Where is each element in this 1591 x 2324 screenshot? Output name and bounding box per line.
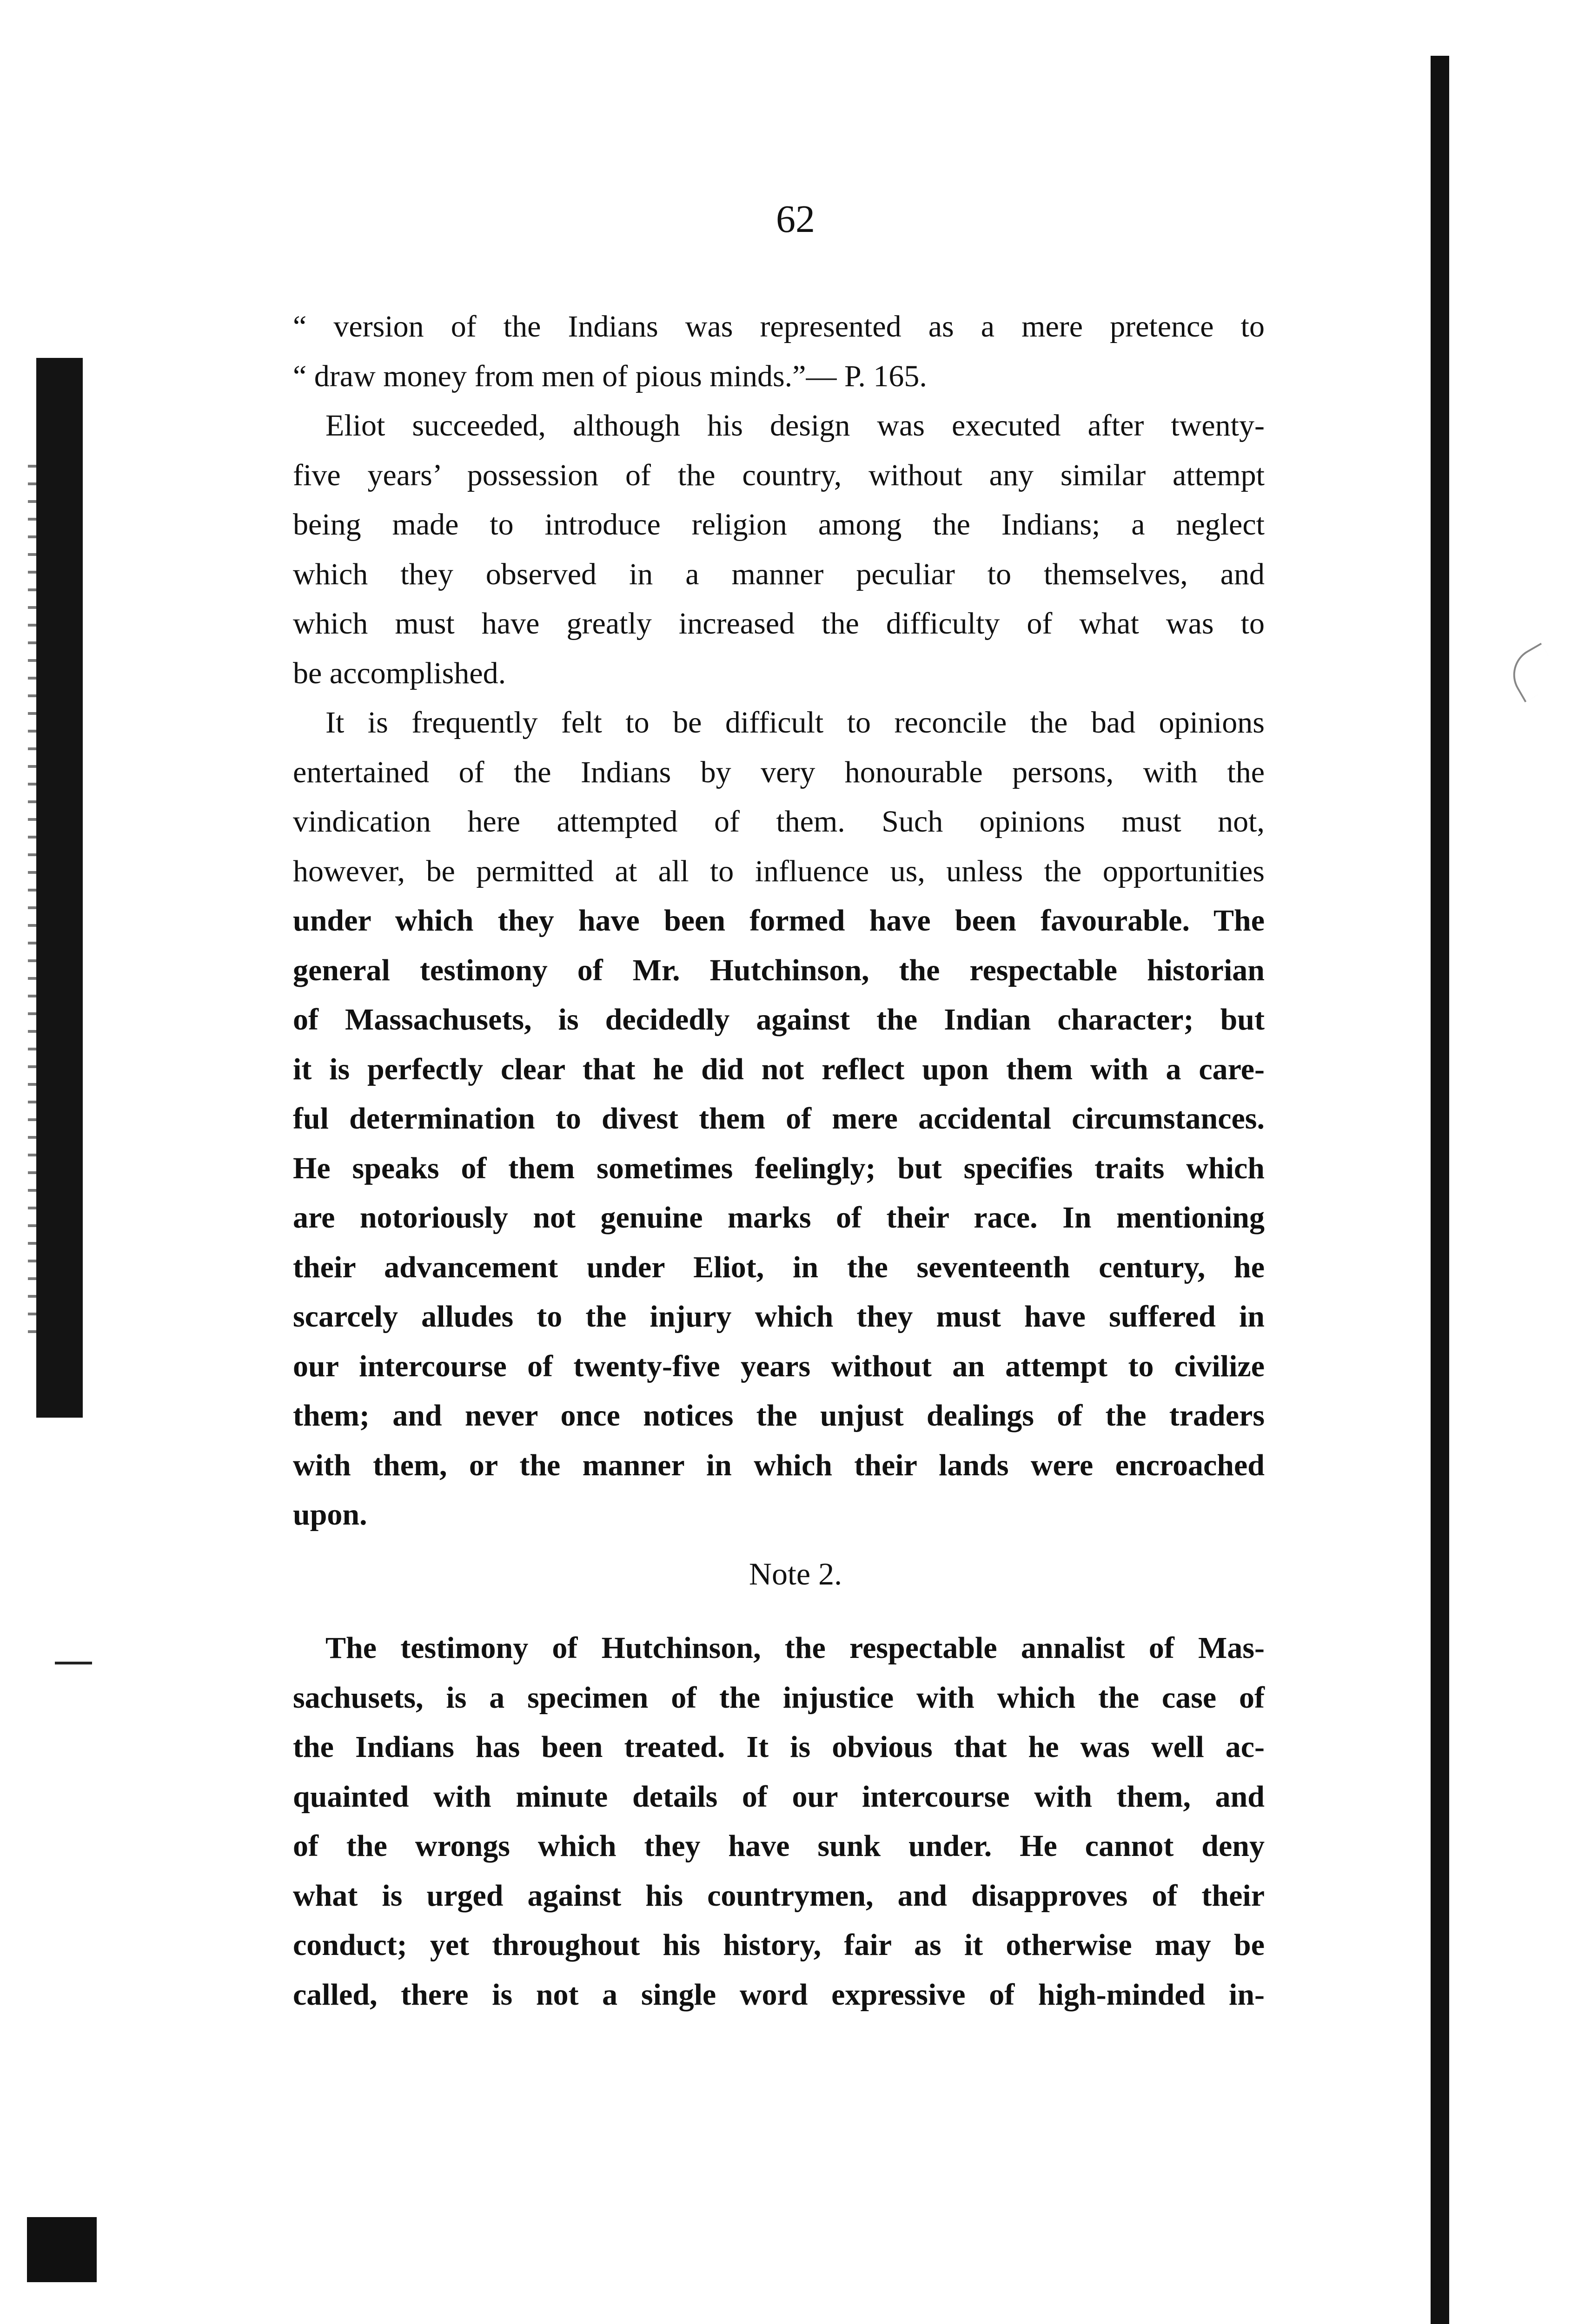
text-line: He speaks of them sometimes feelingly; but specifies traits which — [293, 1151, 1265, 1185]
paragraph-hutchinson-opinions — [293, 698, 1265, 1540]
text-line: conduct; yet throughout his history, fair as it otherwise may be — [293, 1928, 1265, 1962]
text-line: them; and never once notices the unjust dealings of the traders — [293, 1399, 1265, 1433]
text-line: sachusets, is a specimen of the injustice with which the case of — [293, 1680, 1265, 1715]
text-line: It is frequently felt to be difficult to reconcile the bad opinions — [325, 706, 1265, 739]
note-heading: Note 2. — [749, 1556, 842, 1591]
text-line: called, there is not a single word expressive of high-minded in- — [293, 1977, 1265, 2012]
margin-dash-mark — [55, 1662, 92, 1664]
scan-edge-shadow-right — [1431, 56, 1449, 2324]
margin-pencil-mark — [1503, 643, 1563, 702]
text-line: which they observed in a manner peculiar to themselves, and — [293, 557, 1265, 591]
text-line: our intercourse of twenty-five years without an attempt to civilize — [293, 1349, 1265, 1383]
text-line: what is urged against his countrymen, and disapproves of their — [293, 1878, 1265, 1913]
text-line: under which they have been formed have been favourable. The — [293, 904, 1265, 938]
text-line: with them, or the manner in which their lands were encroached — [293, 1448, 1265, 1482]
paragraph-note-2 — [293, 1624, 1265, 2020]
paragraph-eliot — [293, 401, 1265, 698]
text-line: which must have greatly increased the difficulty of what was to — [293, 607, 1265, 640]
text-line: upon. — [293, 1498, 367, 1532]
page-number: 62 — [776, 198, 815, 241]
text-line: of Massachusets, is decidedly against the Indian character; but — [293, 1003, 1265, 1037]
text-line: general testimony of Mr. Hutchinson, the respectable historian — [293, 953, 1265, 987]
text-line: “ version of the Indians was represented as a mere pretence to — [293, 310, 1265, 343]
scan-edge-shadow-left — [36, 358, 83, 1418]
text-line: The testimony of Hutchinson, the respectable annalist of Mas- — [325, 1631, 1265, 1665]
text-line: however, be permitted at all to influence us, unless the opportunities — [293, 854, 1265, 888]
text-line: of the wrongs which they have sunk under. He cannot deny — [293, 1829, 1265, 1863]
text-line: being made to introduce religion among the Indians; a neglect — [293, 508, 1265, 541]
text-line: ful determination to divest them of mere accidental circumstances. — [293, 1102, 1265, 1136]
scan-corner-block — [27, 2217, 97, 2282]
scan-speckle-left — [28, 465, 36, 1348]
quote-continuation — [293, 302, 1265, 401]
text-line: the Indians has been treated. It is obvious that he was well ac- — [293, 1730, 1265, 1764]
text-line: “ draw money from men of pious minds.”— P. 165. — [293, 359, 927, 393]
text-line: Eliot succeeded, although his design was executed after twenty- — [325, 409, 1265, 442]
text-line: vindication here attempted of them. Such opinions must not, — [293, 805, 1265, 838]
text-line: be accomplished. — [293, 656, 506, 690]
text-line: their advancement under Eliot, in the seventeenth century, he — [293, 1250, 1265, 1284]
text-line: are notoriously not genuine marks of their race. In mentioning — [293, 1201, 1265, 1235]
text-line: entertained of the Indians by very honourable persons, with the — [293, 755, 1265, 789]
text-line: quainted with minute details of our intercourse with them, and — [293, 1779, 1265, 1814]
text-line: it is perfectly clear that he did not reflect upon them with a care- — [293, 1052, 1265, 1086]
text-line: scarcely alludes to the injury which they must have suffered in — [293, 1300, 1265, 1334]
text-line: five years’ possession of the country, without any similar attempt — [293, 458, 1265, 492]
